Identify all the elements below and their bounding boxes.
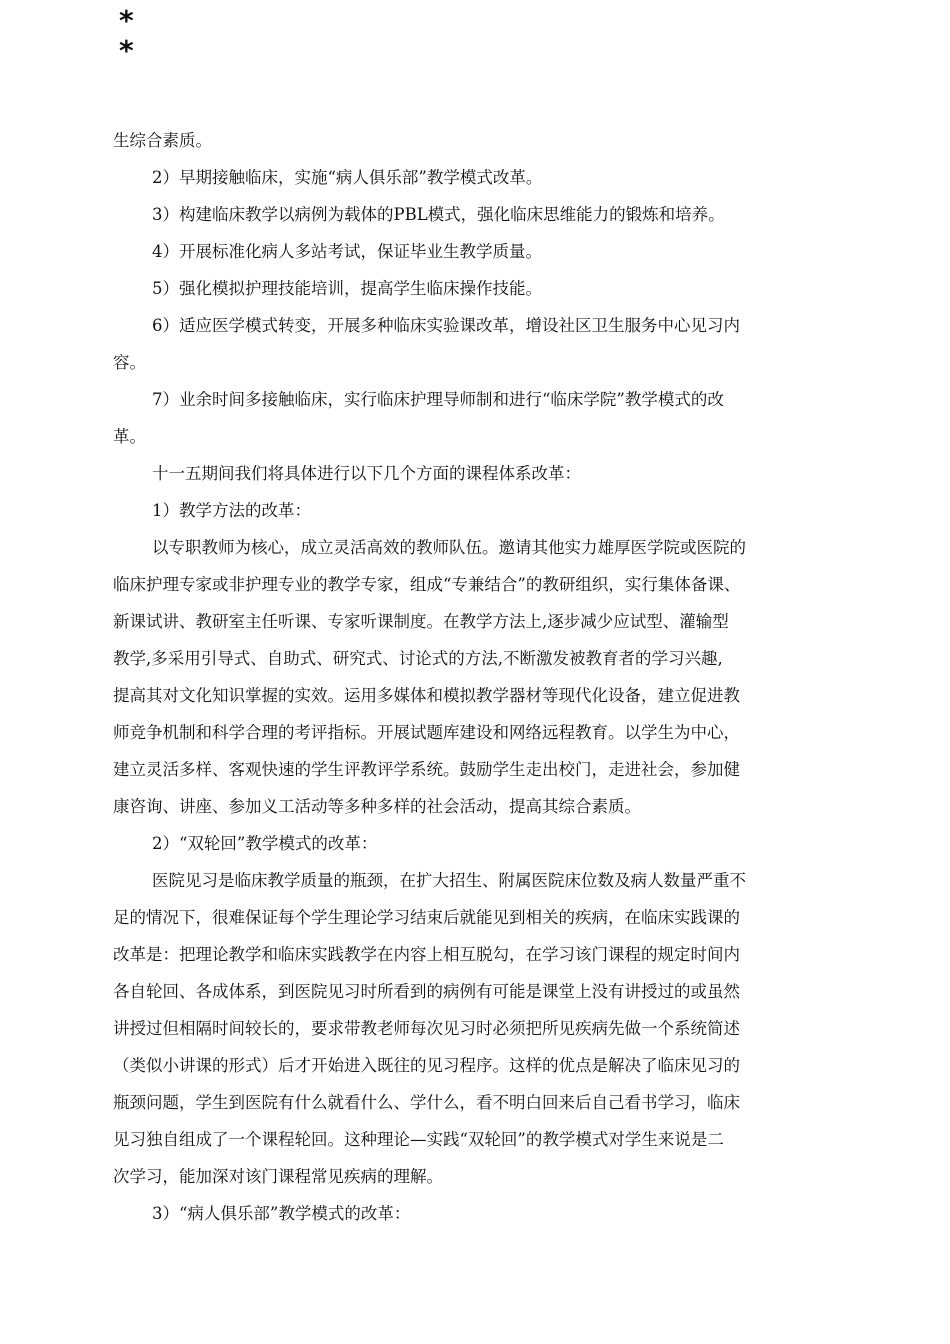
text-line: 十一五期间我们将具体进行以下几个方面的课程体系改革：: [152, 464, 581, 483]
text-line: 次学习，能加深对该门课程常见疾病的理解。: [113, 1167, 443, 1186]
text-line: 讲授过但相隔时间较长的，要求带教老师每次见习时必须把所见疾病先做一个系统简述: [113, 1019, 740, 1038]
text-line: 见习独自组成了一个课程轮回。这种理论—实践“双轮回”的教学模式对学生来说是二: [113, 1130, 724, 1149]
text-line: 2）早期接触临床，实施“病人俱乐部”教学模式改革。: [152, 168, 543, 187]
text-line: 改革是：把理论教学和临床实践教学在内容上相互脱勾，在学习该门课程的规定时间内: [113, 945, 740, 964]
text-line: 临床护理专家或非护理专业的教学专家，组成“专兼结合”的教研组织，实行集体备课、: [113, 575, 741, 594]
text-line: 3）构建临床教学以病例为载体的PBL模式，强化临床思维能力的锻炼和培养。: [152, 205, 725, 224]
asterisk-mark: *: [119, 34, 134, 67]
text-line: 革。: [113, 427, 146, 446]
text-line: 7）业余时间多接触临床，实行临床护理导师制和进行“临床学院”教学模式的改: [152, 390, 724, 409]
text-line: 1）教学方法的改革：: [152, 501, 311, 520]
text-line: 6）适应医学模式转变，开展多种临床实验课改革，增设社区卫生服务中心见习内: [152, 316, 740, 335]
text-line: 师竞争机制和科学合理的考评指标。开展试题库建设和网络远程教育。以学生为中心，: [113, 723, 740, 742]
text-line: 康咨询、讲座、参加义工活动等多种多样的社会活动，提高其综合素质。: [113, 797, 641, 816]
document-body: [113, 122, 848, 1232]
text-line: 医院见习是临床教学质量的瓶颈，在扩大招生、附属医院床位数及病人数量严重不: [152, 871, 746, 890]
text-line: 3）“病人俱乐部”教学模式的改革：: [152, 1204, 411, 1223]
text-line: 足的情况下，很难保证每个学生理论学习结束后就能见到相关的疾病，在临床实践课的: [113, 908, 740, 927]
text-line: 教学,多采用引导式、自助式、研究式、讨论式的方法,不断激发被教育者的学习兴趣,: [113, 649, 723, 668]
text-line: 建立灵活多样、客观快速的学生评教评学系统。鼓励学生走出校门，走进社会，参加健: [113, 760, 740, 779]
text-line: 提高其对文化知识掌握的实效。运用多媒体和模拟教学器材等现代化设备，建立促进教: [113, 686, 740, 705]
text-line: 瓶颈问题，学生到医院有什么就看什么、学什么，看不明白回来后自己看书学习，临床: [113, 1093, 740, 1112]
text-line: 各自轮回、各成体系，到医院见习时所看到的病例有可能是课堂上没有讲授过的或虽然: [113, 982, 740, 1001]
text-line: 2）“双轮回”教学模式的改革：: [152, 834, 378, 853]
text-line: 5）强化模拟护理技能培训，提高学生临床操作技能。: [152, 279, 542, 298]
asterisk-mark: *: [119, 4, 134, 37]
text-line: 以专职教师为核心，成立灵活高效的教师队伍。邀请其他实力雄厚医学院或医院的: [152, 538, 746, 557]
text-line: 生综合素质。: [113, 131, 212, 150]
text-line: 新课试讲、教研室主任听课、专家听课制度。在教学方法上,逐步减少应试型、灌输型: [113, 612, 729, 631]
text-line: （类似小讲课的形式）后才开始进入既往的见习程序。这样的优点是解决了临床见习的: [113, 1056, 740, 1075]
text-line: 容。: [113, 353, 146, 372]
header-marks: [119, 6, 134, 66]
text-line: 4）开展标准化病人多站考试，保证毕业生教学质量。: [152, 242, 542, 261]
